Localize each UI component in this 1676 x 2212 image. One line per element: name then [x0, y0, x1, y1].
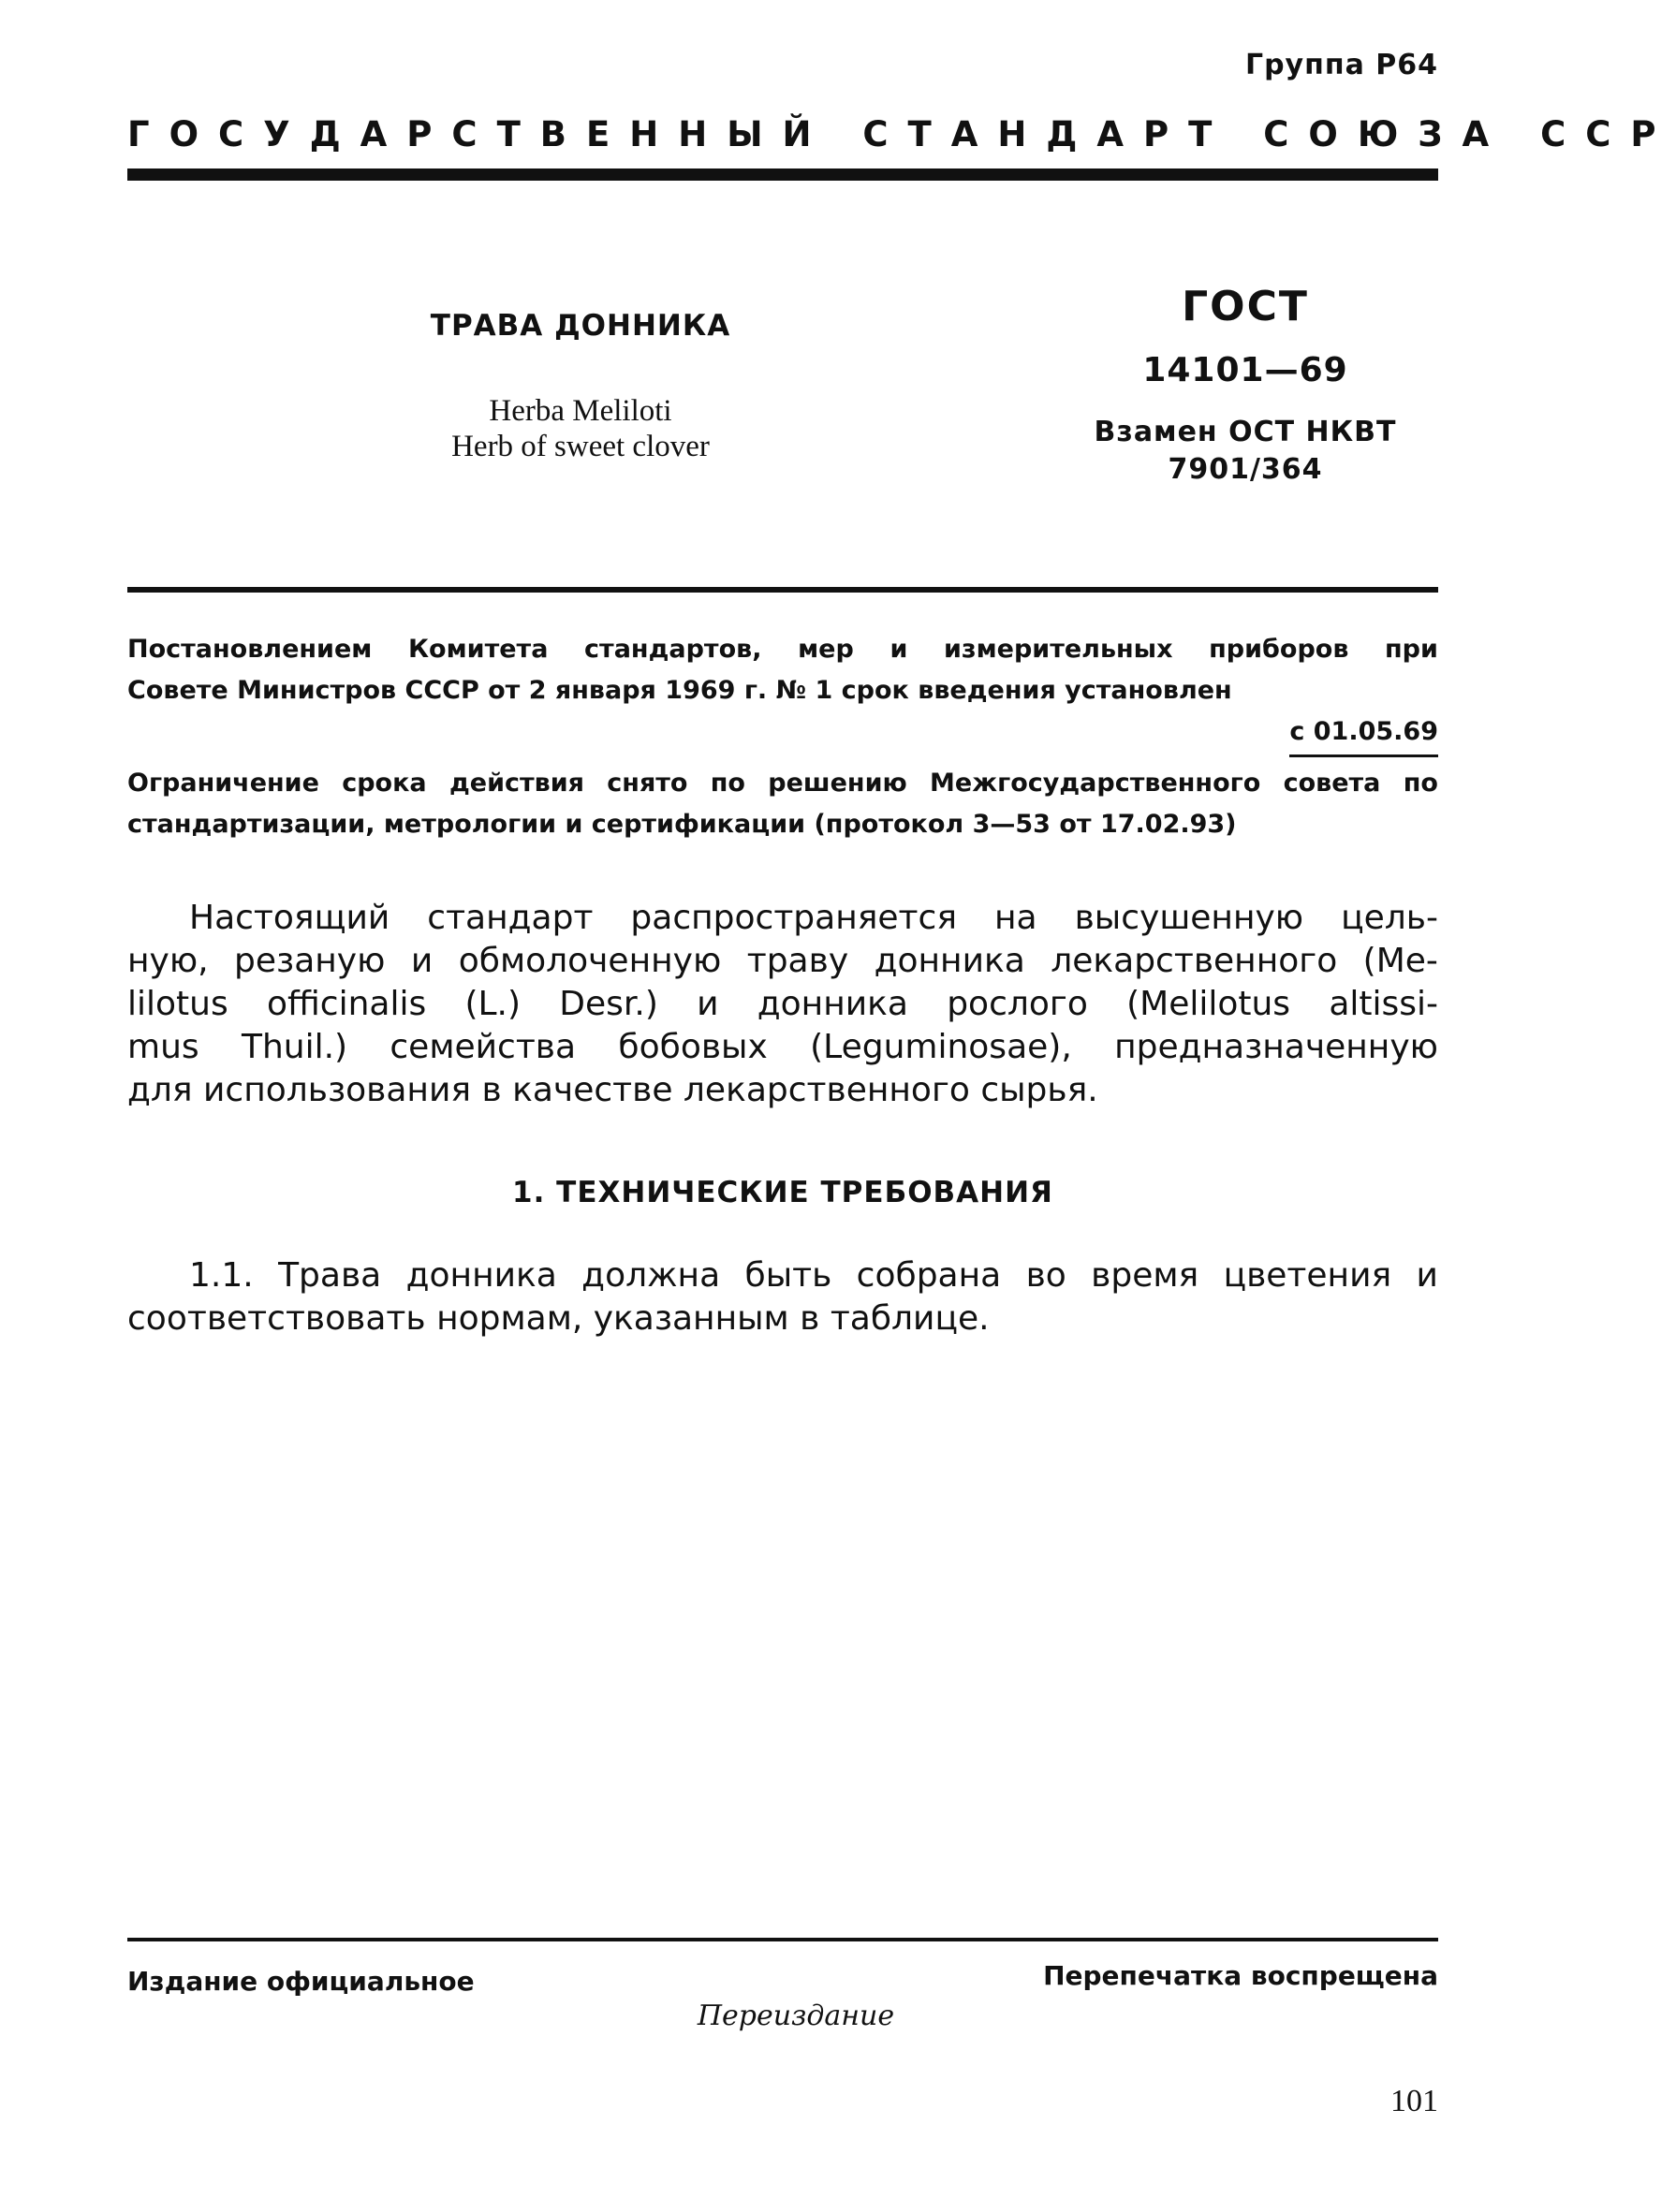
scope-line-2: [127, 940, 1438, 983]
scope-line-1: [127, 897, 1438, 940]
word: высушенную: [1074, 899, 1304, 937]
document-title: ТРАВА ДОННИКА: [430, 309, 731, 343]
gost-replaces: Взамен ОСТ НКВТ: [1094, 416, 1397, 448]
word: стандартов,: [584, 635, 762, 664]
word: по: [710, 769, 745, 798]
section-heading: 1. ТЕХНИЧЕСКИЕ ТРЕБОВАНИЯ: [512, 1176, 1053, 1209]
word: и: [697, 985, 719, 1023]
title-translations: [375, 393, 787, 464]
word: семейства: [390, 1028, 577, 1066]
word: (Melilotus: [1126, 985, 1291, 1023]
decree-date-wrap: [127, 711, 1438, 757]
limit-paragraph: [127, 763, 1438, 845]
decree-paragraph: [127, 629, 1438, 757]
word: рослого: [947, 985, 1088, 1023]
gost-number: 14101—69: [1142, 351, 1348, 389]
word: ную,: [127, 942, 209, 980]
gost-replaces-number: 7901/364: [1168, 453, 1323, 486]
word: и: [1416, 1256, 1438, 1295]
word: донника: [757, 985, 908, 1023]
gost-block: [1039, 281, 1451, 489]
word: officinalis: [266, 985, 427, 1023]
scope-paragraph: [127, 897, 1438, 1112]
reprint-notice: Перепечатка воспрещена: [1043, 1960, 1438, 1991]
english-title: Herb of sweet clover: [451, 430, 710, 463]
latin-title: Herba Meliloti: [489, 394, 672, 428]
word: снято: [607, 769, 688, 798]
word: лекарственного: [1051, 942, 1338, 980]
word: Настоящий: [189, 899, 390, 937]
word: приборов: [1209, 635, 1349, 664]
word: собрана: [856, 1256, 1002, 1295]
word: и: [889, 635, 908, 664]
clause-1-1: [127, 1254, 1438, 1340]
decree-line-1: [127, 629, 1438, 670]
word: время: [1091, 1256, 1199, 1295]
word: решению: [768, 769, 907, 798]
word: донника: [874, 942, 1025, 980]
word: mus: [127, 1028, 199, 1066]
word: донника: [405, 1256, 557, 1295]
word: траву: [746, 942, 849, 980]
word: Постановлением: [127, 635, 373, 664]
footer-divider: [127, 1938, 1438, 1941]
reissue-label: Переиздание: [697, 2000, 895, 2032]
word: стандарт: [427, 899, 594, 937]
word: совета: [1283, 769, 1381, 798]
word: действия: [448, 769, 584, 798]
gost-label: ГОСТ: [1182, 283, 1309, 330]
edition-label: Издание официальное: [127, 1966, 475, 1997]
word: распространяется: [630, 899, 957, 937]
word: при: [1385, 635, 1438, 664]
word: мер: [798, 635, 854, 664]
word: измерительных: [943, 635, 1173, 664]
limit-line-1: [127, 763, 1438, 804]
word: по: [1403, 769, 1438, 798]
word: должна: [581, 1256, 721, 1295]
scope-line-3: [127, 983, 1438, 1026]
word: во: [1025, 1256, 1066, 1295]
page-number: 101: [1390, 2084, 1438, 2118]
word: обмолоченную: [458, 942, 722, 980]
word: Трава: [278, 1256, 382, 1295]
word: цветения: [1223, 1256, 1392, 1295]
word: (L.): [464, 985, 522, 1023]
word: Ограничение: [127, 769, 319, 798]
word: быть: [744, 1256, 832, 1295]
word: бобовых: [618, 1028, 768, 1066]
scope-line-5: для использования в качестве лекарственного сырья.: [127, 1071, 1098, 1109]
decree-effective-date: с 01.05.69: [1289, 711, 1438, 757]
word: Desr.): [559, 985, 658, 1023]
scope-line-4: [127, 1026, 1438, 1069]
word: Межгосударственного: [930, 769, 1261, 798]
word: Thuil.): [241, 1028, 348, 1066]
word: цель-: [1341, 899, 1438, 937]
word: Комитета: [407, 635, 549, 664]
header-divider: [127, 168, 1438, 181]
word: (Leguminosae),: [810, 1028, 1072, 1066]
word: и: [410, 942, 434, 980]
title-divider: [127, 587, 1438, 593]
word: altissi-: [1329, 985, 1438, 1023]
clause-line-1: [127, 1254, 1438, 1297]
word: 1.1.: [189, 1256, 254, 1295]
word: lilotus: [127, 985, 228, 1023]
limit-line-2: стандартизации, метрологии и сертификации (протокол 3—53 от 17.02.93): [127, 810, 1237, 839]
word: срока: [342, 769, 427, 798]
word: резаную: [234, 942, 386, 980]
state-standard-header: ГОСУДАРСТВЕННЫЙ СТАНДАРТ СОЮЗА ССР: [127, 114, 1676, 154]
word: предназначенную: [1114, 1028, 1438, 1066]
clause-line-2: соответствовать нормам, указанным в таблице.: [127, 1299, 990, 1338]
decree-line-2: Совете Министров СССР от 2 января 1969 г. № 1 срок введения установлен: [127, 676, 1232, 705]
word: (Ме-: [1362, 942, 1438, 980]
group-label: Группа Р64: [1244, 49, 1438, 81]
word: на: [993, 899, 1037, 937]
